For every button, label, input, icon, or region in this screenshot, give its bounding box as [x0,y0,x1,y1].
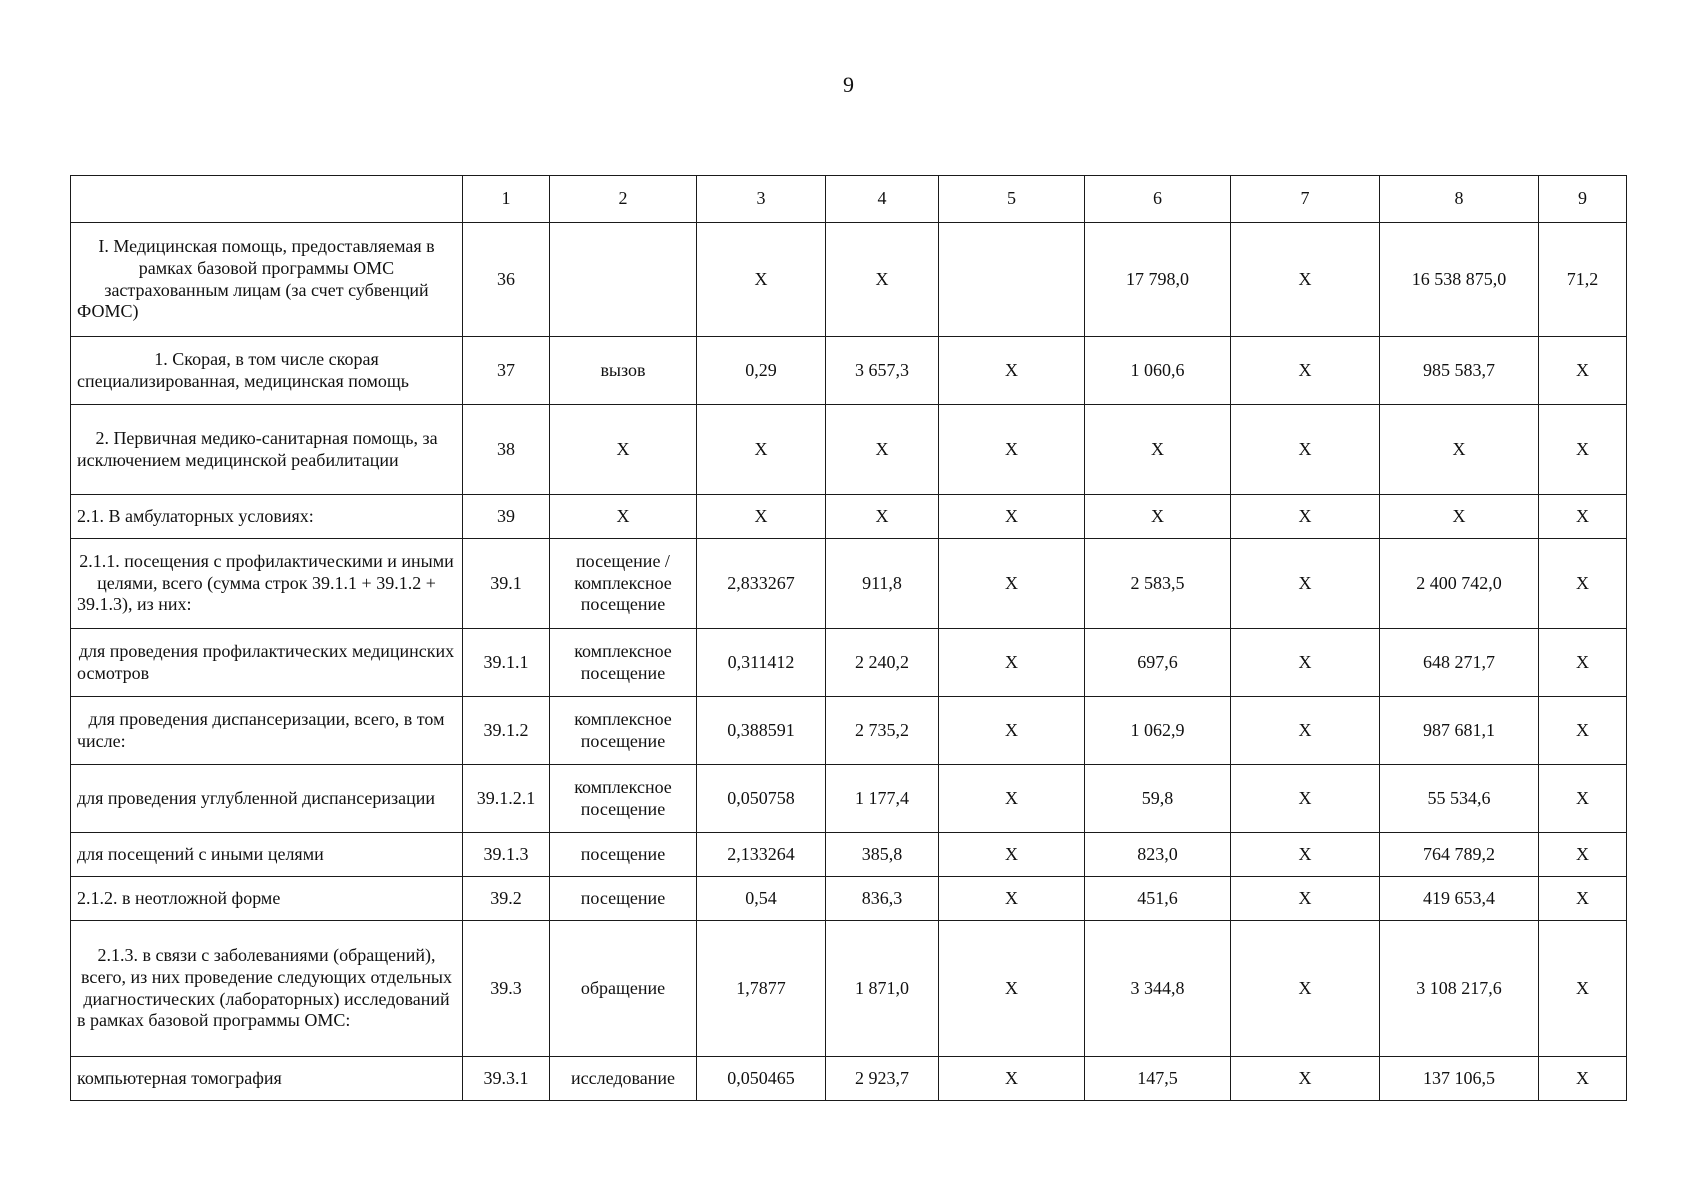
row-label: 2. Первичная медико-санитарная помощь, за исключением медицинской реабилитации [71,405,463,495]
table-row [71,833,1627,877]
table-cell-col-2: обращение [550,921,697,1057]
header-cell: 2 [550,176,697,223]
table-cell-col-3: Х [697,495,826,539]
table-cell-col-8: Х [1380,405,1539,495]
table-cell-col-8: 987 681,1 [1380,697,1539,765]
table-cell-col-4: 1 177,4 [826,765,939,833]
table-cell-col-8: Х [1380,495,1539,539]
table-cell-col-5: Х [939,629,1085,697]
table-cell-col-2: исследование [550,1057,697,1101]
table-cell-col-1: 39.1.2 [463,697,550,765]
table-cell-col-8: 648 271,7 [1380,629,1539,697]
table-cell-col-4: 2 923,7 [826,1057,939,1101]
table-cell-col-4: 385,8 [826,833,939,877]
table-cell-col-1: 39.1.2.1 [463,765,550,833]
table-cell-col-3: 0,050465 [697,1057,826,1101]
table-cell-col-7: Х [1231,539,1380,629]
table-cell-col-3: 0,050758 [697,765,826,833]
table-cell-col-4: Х [826,223,939,337]
table-cell-col-9: Х [1539,697,1627,765]
table-cell-col-2: посещение / комплексное посещение [550,539,697,629]
table-cell-col-3: 0,311412 [697,629,826,697]
table-cell-col-6: 17 798,0 [1085,223,1231,337]
header-cell: 3 [697,176,826,223]
table-cell-col-9: Х [1539,1057,1627,1101]
table-cell-col-8: 3 108 217,6 [1380,921,1539,1057]
row-label: 2.1.2. в неотложной форме [71,877,463,921]
table-cell-col-1: 39.1.1 [463,629,550,697]
row-label: 2.1.3. в связи с заболеваниями (обращений), всего, из них проведение следующих отдельных диагностических (лабораторных) исследований в рамках базовой программы ОМС: [71,921,463,1057]
data-table [70,175,1627,1101]
table-cell-col-2: посещение [550,877,697,921]
table-cell-col-9: Х [1539,405,1627,495]
table-cell-col-4: 911,8 [826,539,939,629]
table-cell-col-6: 697,6 [1085,629,1231,697]
row-label: для проведения профилактических медицинских осмотров [71,629,463,697]
table-row [71,337,1627,405]
table-row [71,629,1627,697]
table-cell-col-7: Х [1231,223,1380,337]
table-cell-col-9: Х [1539,337,1627,405]
table-cell-col-8: 16 538 875,0 [1380,223,1539,337]
header-row [71,176,1627,223]
table-cell-col-5: Х [939,495,1085,539]
table-cell-col-4: Х [826,405,939,495]
table-cell-col-8: 55 534,6 [1380,765,1539,833]
table-cell-col-5: Х [939,833,1085,877]
row-label: 1. Скорая, в том числе скорая специализированная, медицинская помощь [71,337,463,405]
header-cell: 4 [826,176,939,223]
table-cell-col-2 [550,223,697,337]
table-cell-col-2: комплексное посещение [550,765,697,833]
table-cell-col-3: 0,29 [697,337,826,405]
header-cell: 9 [1539,176,1627,223]
table-cell-col-1: 38 [463,405,550,495]
table-cell-col-5: Х [939,539,1085,629]
table-row [71,877,1627,921]
table-cell-col-7: Х [1231,337,1380,405]
table-cell-col-1: 39.3 [463,921,550,1057]
table-cell-col-7: Х [1231,405,1380,495]
table-body [71,223,1627,1101]
table-cell-col-1: 37 [463,337,550,405]
row-label: для посещений с иными целями [71,833,463,877]
table-cell-col-4: 1 871,0 [826,921,939,1057]
table-cell-col-7: Х [1231,921,1380,1057]
row-label: 2.1. В амбулаторных условиях: [71,495,463,539]
table-cell-col-9: Х [1539,495,1627,539]
table-cell-col-9: Х [1539,921,1627,1057]
table-cell-col-3: 2,833267 [697,539,826,629]
table-cell-col-3: 0,388591 [697,697,826,765]
table-cell-col-6: 451,6 [1085,877,1231,921]
table-cell-col-6: 1 062,9 [1085,697,1231,765]
table-cell-col-8: 985 583,7 [1380,337,1539,405]
row-label: для проведения углубленной диспансеризации [71,765,463,833]
table-cell-col-8: 419 653,4 [1380,877,1539,921]
table-cell-col-9: Х [1539,539,1627,629]
table-cell-col-2: посещение [550,833,697,877]
table-cell-col-5: Х [939,405,1085,495]
table-cell-col-7: Х [1231,1057,1380,1101]
table-cell-col-9: Х [1539,877,1627,921]
table-cell-col-2: комплексное посещение [550,697,697,765]
table-cell-col-1: 39.1 [463,539,550,629]
table-cell-col-1: 39.3.1 [463,1057,550,1101]
header-cell: 1 [463,176,550,223]
header-cell [71,176,463,223]
table-cell-col-1: 39.1.3 [463,833,550,877]
table-cell-col-1: 39.2 [463,877,550,921]
table-cell-col-2: комплексное посещение [550,629,697,697]
table-cell-col-3: 1,7877 [697,921,826,1057]
table-cell-col-3: Х [697,405,826,495]
table-cell-col-6: Х [1085,405,1231,495]
table-cell-col-7: Х [1231,697,1380,765]
table-cell-col-3: 0,54 [697,877,826,921]
header-cell: 8 [1380,176,1539,223]
table-cell-col-5: Х [939,1057,1085,1101]
table-cell-col-6: 823,0 [1085,833,1231,877]
table-row [71,697,1627,765]
table-cell-col-6: 2 583,5 [1085,539,1231,629]
table-cell-col-7: Х [1231,877,1380,921]
table-row [71,921,1627,1057]
table-row [71,405,1627,495]
table-cell-col-4: 2 240,2 [826,629,939,697]
header-cell: 6 [1085,176,1231,223]
table-cell-col-3: 2,133264 [697,833,826,877]
table-cell-col-2: Х [550,495,697,539]
table-cell-col-5: Х [939,921,1085,1057]
table-cell-col-5: Х [939,877,1085,921]
table-cell-col-6: 3 344,8 [1085,921,1231,1057]
table-cell-col-5: Х [939,765,1085,833]
table-cell-col-6: 1 060,6 [1085,337,1231,405]
header-cell: 5 [939,176,1085,223]
table-cell-col-1: 39 [463,495,550,539]
table-cell-col-6: 147,5 [1085,1057,1231,1101]
table-row [71,539,1627,629]
table-cell-col-7: Х [1231,833,1380,877]
table-cell-col-8: 2 400 742,0 [1380,539,1539,629]
table-cell-col-9: Х [1539,629,1627,697]
table-cell-col-8: 137 106,5 [1380,1057,1539,1101]
table-row [71,1057,1627,1101]
table-cell-col-9: Х [1539,833,1627,877]
table-cell-col-4: 2 735,2 [826,697,939,765]
row-label: для проведения диспансеризации, всего, в том числе: [71,697,463,765]
table-cell-col-7: Х [1231,495,1380,539]
table-cell-col-6: Х [1085,495,1231,539]
table-cell-col-2: вызов [550,337,697,405]
header-cell: 7 [1231,176,1380,223]
table-cell-col-8: 764 789,2 [1380,833,1539,877]
table-row [71,495,1627,539]
table-cell-col-5: Х [939,337,1085,405]
table-cell-col-9: Х [1539,765,1627,833]
table-cell-col-4: Х [826,495,939,539]
table-cell-col-4: 3 657,3 [826,337,939,405]
table-cell-col-6: 59,8 [1085,765,1231,833]
page-number: 9 [843,72,854,97]
row-label: I. Медицинская помощь, предоставляемая в рамках базовой программы ОМС застрахованным лицам (за счет субвенций ФОМС) [71,223,463,337]
table-cell-col-5 [939,223,1085,337]
row-label: компьютерная томография [71,1057,463,1101]
table-cell-col-7: Х [1231,629,1380,697]
table-cell-col-4: 836,3 [826,877,939,921]
table-cell-col-9: 71,2 [1539,223,1627,337]
table-cell-col-7: Х [1231,765,1380,833]
table-cell-col-5: Х [939,697,1085,765]
table-cell-col-2: Х [550,405,697,495]
table-cell-col-1: 36 [463,223,550,337]
table-cell-col-3: Х [697,223,826,337]
table-row [71,765,1627,833]
table-row [71,223,1627,337]
row-label: 2.1.1. посещения с профилактическими и иными целями, всего (сумма строк 39.1.1 + 39.1.2 + 39.1.3), из них: [71,539,463,629]
